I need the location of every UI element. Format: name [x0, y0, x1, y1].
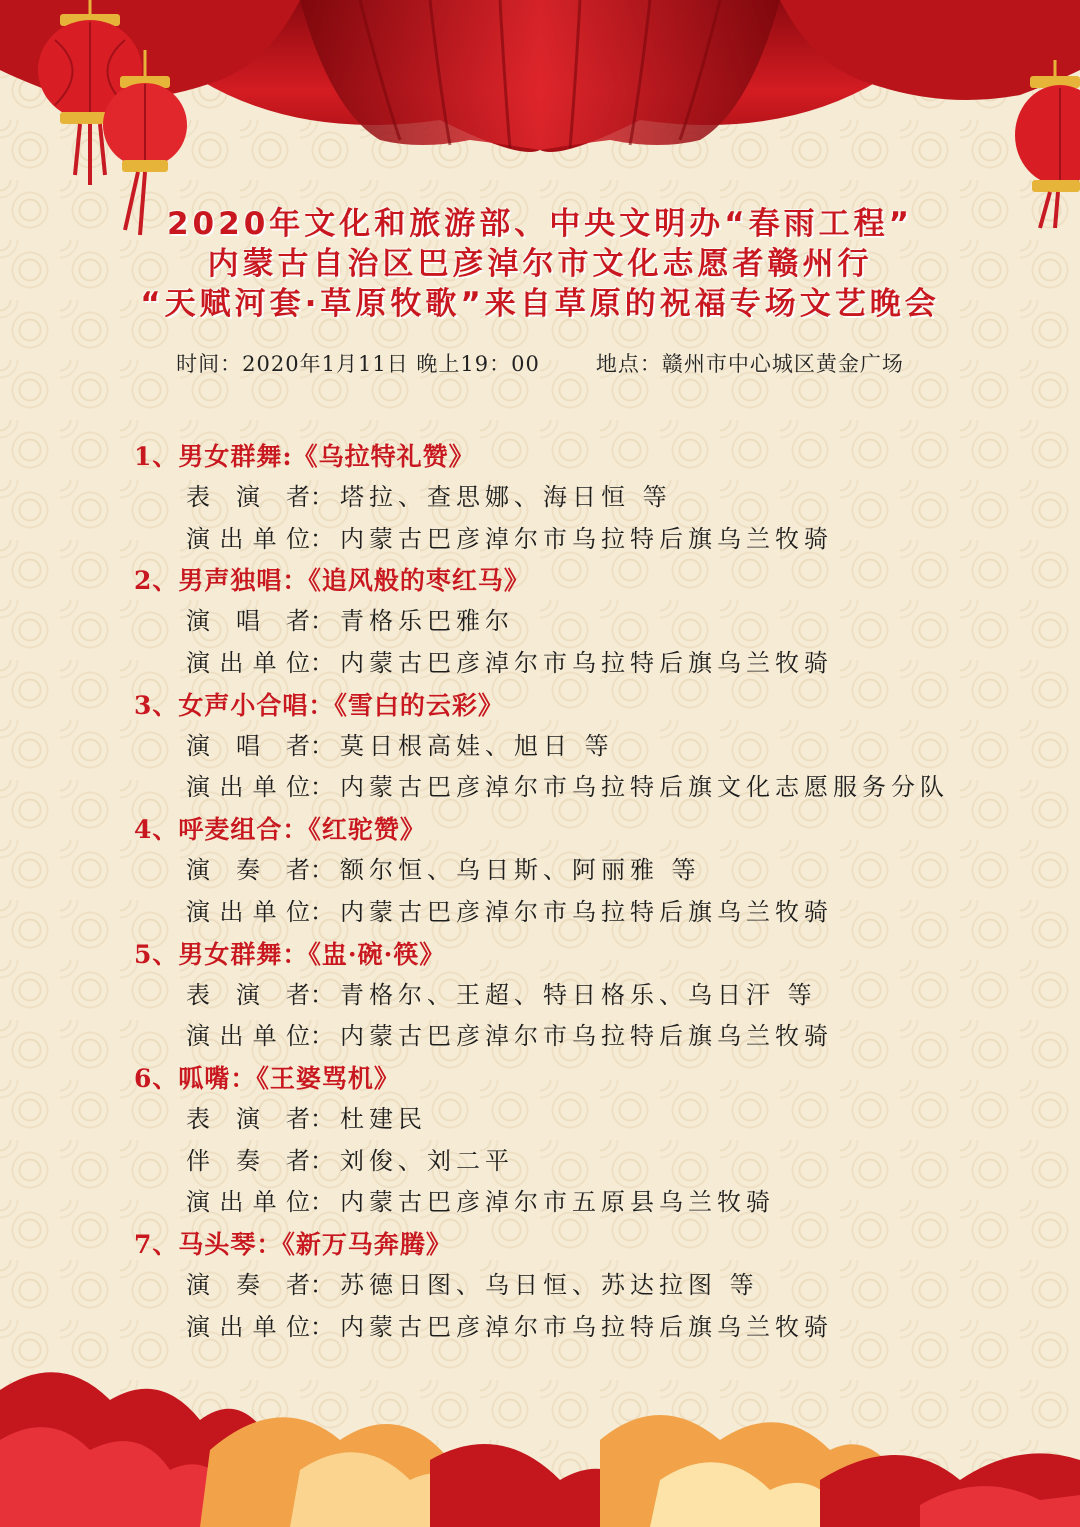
detail-label: 演出单位	[186, 1188, 310, 1217]
program-item-title: 5、男女群舞：《盅·碗·筷》	[134, 939, 446, 969]
detail-colon: ：	[310, 773, 339, 802]
detail-value: 内蒙古巴彦淖尔市乌拉特后旗文化志愿服务分队	[340, 773, 949, 802]
detail-colon: ：	[310, 483, 339, 511]
program-item-detail	[134, 477, 1034, 519]
program-item-title: 7、马头琴：《新万马奔腾》	[134, 1229, 452, 1259]
program-item-detail	[134, 1141, 1034, 1183]
detail-value: 苏德日图、乌日恒、苏达拉图 等	[340, 1270, 759, 1299]
detail-colon: ：	[310, 1312, 339, 1341]
detail-value: 青格乐巴雅尔	[340, 607, 514, 636]
program-item-detail	[134, 850, 1034, 892]
detail-colon: ：	[310, 1188, 339, 1217]
event-info	[0, 348, 1080, 378]
program-item-detail	[134, 1016, 1034, 1058]
program-item-detail	[134, 767, 1034, 809]
detail-value: 内蒙古巴彦淖尔市五原县乌兰牧骑	[340, 1188, 775, 1217]
detail-label: 演唱者	[186, 731, 310, 760]
program-item-detail	[134, 1265, 1034, 1307]
detail-colon: ：	[310, 649, 339, 678]
detail-colon: ：	[310, 731, 339, 760]
detail-value: 内蒙古巴彦淖尔市乌拉特后旗乌兰牧骑	[340, 649, 833, 678]
detail-value: 内蒙古巴彦淖尔市乌拉特后旗乌兰牧骑	[340, 897, 833, 926]
title-line: “天赋河套·草原牧歌”来自草原的祝福专场文艺晚会	[140, 286, 940, 322]
program-item-title: 2、男声独唱：《追风般的枣红马》	[134, 566, 530, 596]
detail-colon: ：	[310, 1104, 339, 1133]
detail-label: 演出单位	[186, 1022, 310, 1051]
poster-title	[0, 204, 1080, 324]
program-item-detail	[134, 892, 1034, 934]
event-time: 时间：2020年1月11日 晚上19：00	[176, 352, 540, 376]
program-item-detail	[134, 601, 1034, 643]
program-item-detail	[134, 1099, 1034, 1141]
detail-value: 内蒙古巴彦淖尔市乌拉特后旗乌兰牧骑	[340, 524, 833, 553]
detail-label: 演奏者	[186, 856, 310, 885]
program-item-detail	[134, 643, 1034, 685]
detail-label: 演奏者	[186, 1270, 310, 1299]
program-item-title: 3、女声小合唱：《雪白的云彩》	[134, 690, 504, 720]
program-item-detail	[134, 519, 1034, 561]
program-item-title: 1、男女群舞:《乌拉特礼赞》	[134, 442, 475, 471]
detail-colon: ：	[310, 980, 339, 1009]
program-item-title: 4、呼麦组合：《红驼赞》	[134, 815, 426, 845]
detail-value: 内蒙古巴彦淖尔市乌拉特后旗乌兰牧骑	[340, 1312, 833, 1341]
detail-colon: ：	[310, 897, 339, 926]
program-item-detail	[134, 1182, 1034, 1224]
detail-value: 内蒙古巴彦淖尔市乌拉特后旗乌兰牧骑	[340, 1022, 833, 1051]
detail-colon: ：	[310, 1146, 339, 1175]
detail-label: 表演者	[186, 980, 310, 1009]
program-item-title: 6、呱嘴：《王婆骂机》	[134, 1063, 400, 1093]
title-line: 2020年文化和旅游部、中央文明办“春雨工程”	[166, 206, 914, 242]
detail-label: 演出单位	[186, 897, 310, 926]
detail-colon: ：	[310, 524, 339, 553]
program-item-detail	[134, 726, 1034, 768]
detail-value: 青格尔、王超、特日格乐、乌日汗 等	[340, 980, 817, 1009]
peony-decoration	[0, 1330, 1080, 1527]
detail-label: 表演者	[186, 1104, 310, 1133]
detail-value: 莫日根高娃、旭日 等	[340, 731, 614, 760]
detail-label: 演出单位	[186, 649, 310, 678]
program-list	[134, 436, 1034, 1348]
detail-value: 杜建民	[340, 1104, 427, 1133]
detail-label: 表演者	[186, 483, 310, 511]
detail-colon: ：	[310, 1022, 339, 1051]
detail-value: 刘俊、刘二平	[340, 1146, 514, 1175]
detail-colon: ：	[310, 607, 339, 636]
event-location: 地点：赣州市中心城区黄金广场	[595, 352, 904, 376]
detail-colon: ：	[310, 856, 339, 885]
detail-label: 演唱者	[186, 607, 310, 636]
detail-label: 伴奏者	[186, 1146, 310, 1175]
detail-label: 演出单位	[186, 1312, 310, 1341]
title-line: 内蒙古自治区巴彦淖尔市文化志愿者赣州行	[207, 246, 873, 282]
detail-colon: ：	[310, 1270, 339, 1299]
detail-value: 额尔恒、乌日斯、阿丽雅 等	[340, 856, 701, 885]
program-item-detail	[134, 975, 1034, 1017]
detail-label: 演出单位	[186, 773, 310, 802]
detail-label: 演出单位	[186, 524, 310, 553]
detail-value: 塔拉、查思娜、海日恒 等	[340, 483, 672, 511]
